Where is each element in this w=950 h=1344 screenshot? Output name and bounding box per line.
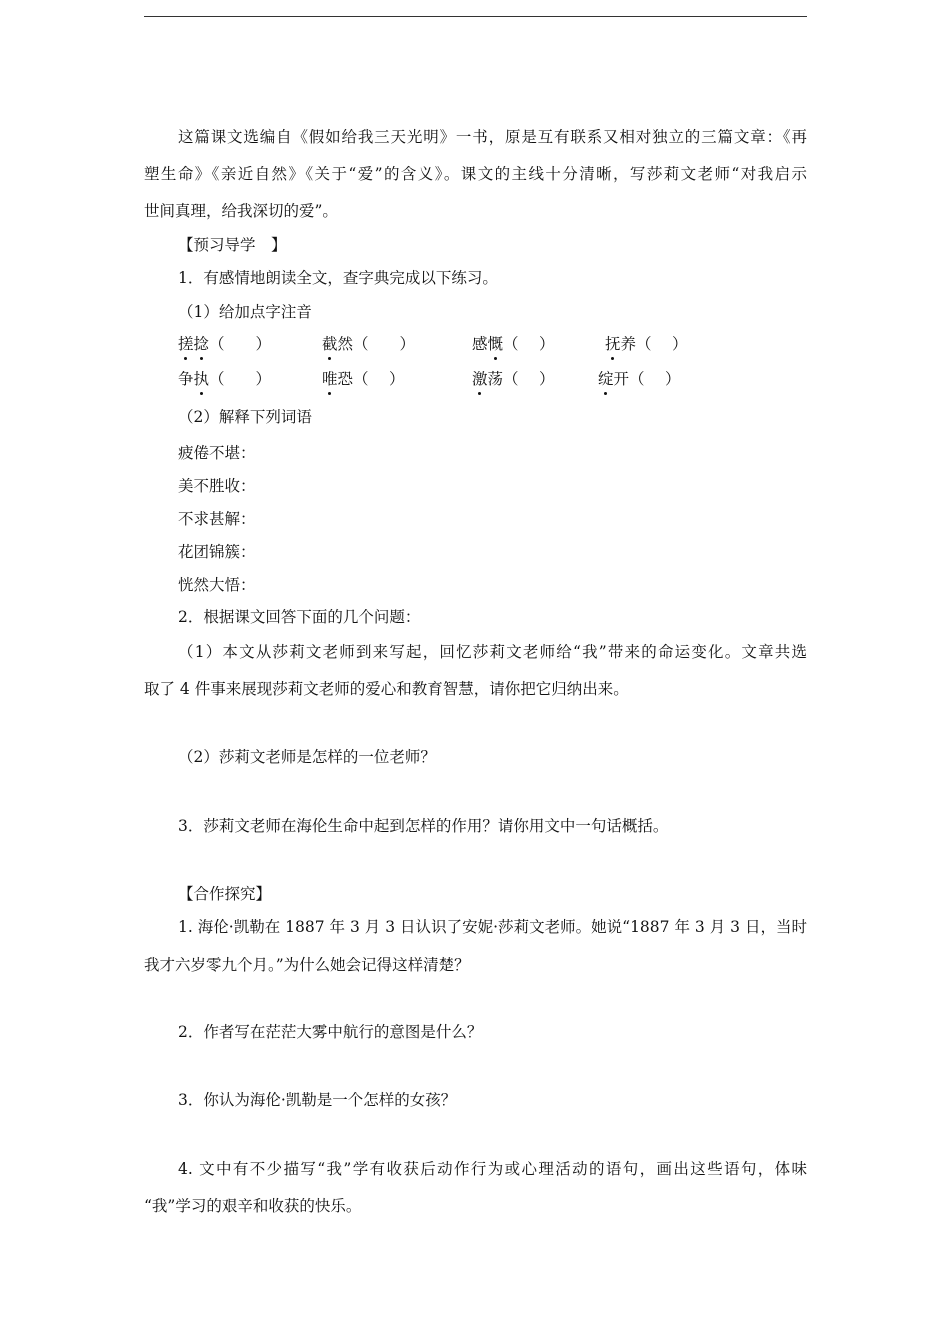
- pinyin-item: 争执（ ）: [178, 370, 272, 388]
- question-1: 1．有感情地朗读全文，查字典完成以下练习。: [178, 269, 498, 287]
- term-item: 疲倦不堪：: [178, 444, 256, 462]
- intro-line-1: 这篇课文选编自《假如给我三天光明》一书，原是互有联系又相对独立的三篇文章：《再: [178, 128, 807, 146]
- coop-3: 3．你认为海伦·凯勒是一个怎样的女孩？: [178, 1091, 457, 1109]
- preview-heading: 【预习导学 】: [178, 236, 287, 254]
- pinyin-item: 激荡（ ）: [472, 370, 555, 388]
- pinyin-item: 截然（ ）: [322, 335, 416, 353]
- intro-line-3: 世间真理，给我深切的爱”。: [144, 202, 338, 220]
- term-item: 恍然大悟：: [178, 576, 256, 594]
- coop-1-line-2: 我才六岁零九个月。”为什么她会记得这样清楚？: [144, 956, 470, 974]
- term-item: 美不胜收：: [178, 477, 256, 495]
- pinyin-item: 感慨（ ）: [472, 335, 555, 353]
- question-2: 2．根据课文回答下面的几个问题：: [178, 608, 421, 626]
- coop-4-line-1: 4. 文中有不少描写“我”学有收获后动作行为或心理活动的语句，画出这些语句，体味: [178, 1160, 807, 1178]
- question-1-sub-1: （1）给加点字注音: [178, 303, 312, 321]
- pinyin-item: 唯恐（ ）: [322, 370, 405, 388]
- pinyin-item: 绽开（ ）: [598, 370, 681, 388]
- question-1-sub-2: （2）解释下列词语: [178, 408, 312, 426]
- header-rule: [144, 16, 807, 17]
- coop-2: 2．作者写在茫茫大雾中航行的意图是什么？: [178, 1023, 483, 1041]
- coop-1-line-1: 1. 海伦·凯勒在 1887 年 3 月 3 日认识了安妮·莎莉文老师。她说“1887 年 3 月 3 日，当时: [178, 918, 807, 936]
- term-item: 不求甚解：: [178, 510, 256, 528]
- pinyin-item: 抚养（ ）: [605, 335, 688, 353]
- question-2-sub-1-line-1: （1）本文从莎莉文老师到来写起，回忆莎莉文老师给“我”带来的命运变化。文章共选: [178, 643, 807, 661]
- pinyin-item: 搓捻（ ）: [178, 335, 272, 353]
- coop-heading: 【合作探究】: [178, 885, 272, 903]
- question-2-sub-1-line-2: 取了 4 件事来展现莎莉文老师的爱心和教育智慧，请你把它归纳出来。: [144, 680, 629, 698]
- intro-line-2: 塑生命》《亲近自然》《关于“爱”的含义》。课文的主线十分清晰，写莎莉文老师“对我启示: [144, 165, 807, 183]
- question-3: 3．莎莉文老师在海伦生命中起到怎样的作用？请你用文中一句话概括。: [178, 817, 669, 835]
- question-2-sub-2: （2）莎莉文老师是怎样的一位老师？: [178, 748, 436, 766]
- term-item: 花团锦簇：: [178, 543, 256, 561]
- coop-4-line-2: “我”学习的艰辛和收获的快乐。: [144, 1197, 362, 1215]
